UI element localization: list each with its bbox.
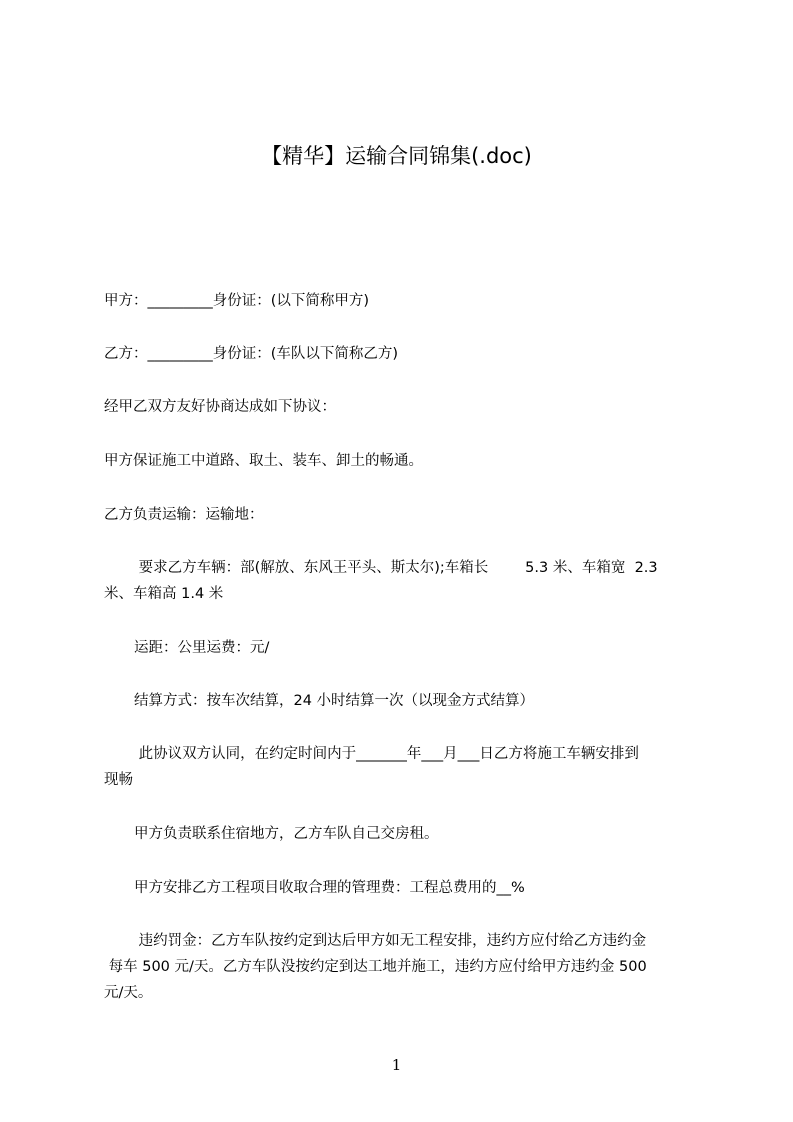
paragraph-road-guarantee bbox=[104, 448, 704, 474]
page-number: 1 bbox=[391, 1056, 402, 1074]
paragraph-vehicle-requirements bbox=[104, 555, 704, 607]
paragraph-line: 元/天。 bbox=[104, 985, 153, 1001]
paragraph-transport bbox=[104, 502, 704, 528]
paragraph-penalty bbox=[104, 928, 704, 1006]
paragraph-line: 乙方：_________身份证：(车队以下简称乙方) bbox=[104, 346, 399, 362]
paragraph-line: 米、车箱高 1.4 米 bbox=[104, 586, 224, 602]
paragraph-line: 甲方保证施工中道路、取土、装车、卸土的畅通。 bbox=[104, 453, 423, 469]
paragraph-party-b bbox=[104, 341, 704, 367]
paragraph-schedule bbox=[104, 741, 704, 793]
paragraph-line: 运距：公里运费：元/ bbox=[134, 640, 270, 656]
paragraph-line: 此协议双方认同，在约定时间内于_______年___月___日乙方将施工车辆安排到 bbox=[134, 746, 639, 762]
paragraph-line: 经甲乙双方友好协商达成如下协议： bbox=[104, 399, 336, 415]
paragraph-settlement bbox=[104, 688, 704, 714]
paragraph-line: 甲方负责联系住宿地方，乙方车队自己交房租。 bbox=[134, 826, 439, 842]
paragraph-line: 甲方：_________身份证：(以下简称甲方) bbox=[104, 293, 370, 309]
document-title: 【精华】运输合同锦集(.doc) bbox=[261, 144, 532, 168]
paragraph-line: 违约罚金：乙方车队按约定到达后甲方如无工程安排，违约方应付给乙方违约金 bbox=[134, 933, 647, 949]
paragraph-line: 现畅 bbox=[104, 772, 133, 788]
paragraph-management-fee bbox=[104, 875, 704, 901]
paragraph-line: 每车 500 元/天。乙方车队没按约定到达工地并施工，违约方应付给甲方违约金 500 bbox=[104, 959, 647, 975]
paragraph-party-a bbox=[104, 288, 704, 314]
paragraph-distance-fee bbox=[104, 635, 704, 661]
paragraph-line: 甲方安排乙方工程项目收取合理的管理费：工程总费用的__% bbox=[134, 880, 525, 896]
paragraph-accommodation bbox=[104, 821, 704, 847]
paragraph-agreement-intro bbox=[104, 394, 704, 420]
paragraph-line: 结算方式：按车次结算，24 小时结算一次（以现金方式结算） bbox=[134, 693, 535, 709]
paragraph-line: 乙方负责运输：运输地： bbox=[104, 507, 264, 523]
paragraph-line: 要求乙方车辆：部(解放、东风王平头、斯太尔);车箱长 5.3 米、车箱宽 2.3 bbox=[134, 560, 658, 576]
